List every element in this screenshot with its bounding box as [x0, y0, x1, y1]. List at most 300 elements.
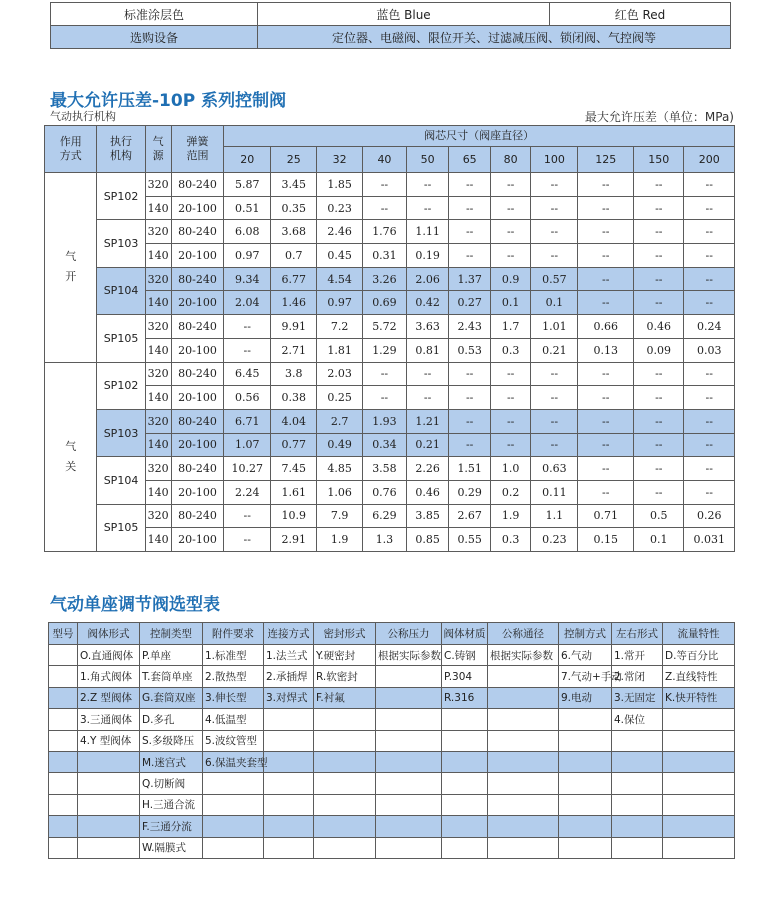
pressure-value: 1.81 [317, 338, 363, 362]
selection-cell [376, 687, 442, 708]
pressure-value: 2.91 [271, 528, 317, 552]
pressure-value: 0.46 [406, 480, 449, 504]
pressure-value: 0.49 [317, 433, 363, 457]
pressure-value: 4.04 [271, 409, 317, 433]
selection-cell: 1.常开 [612, 645, 663, 666]
pressure-value: 9.34 [224, 267, 271, 291]
pressure-value: -- [490, 244, 530, 268]
pressure-value: 5.72 [363, 315, 407, 339]
selection-cell: Q.切断阀 [140, 773, 203, 794]
selection-cell [78, 751, 140, 772]
pressure-value: 2.43 [449, 315, 491, 339]
pressure-value: -- [634, 196, 684, 220]
pressure-value: 0.71 [578, 504, 634, 528]
pressure-value: 5.87 [224, 173, 271, 197]
pressure-value: 0.55 [449, 528, 491, 552]
selection-cell [442, 730, 488, 751]
pressure-value: -- [634, 362, 684, 386]
pressure-value: 0.77 [271, 433, 317, 457]
pressure-value: 7.45 [271, 457, 317, 481]
spring-range: 20-100 [171, 338, 223, 362]
selection-cell [442, 773, 488, 794]
selection-cell [559, 709, 612, 730]
selection-cell [612, 794, 663, 815]
pressure-value: 0.29 [449, 480, 491, 504]
selection-cell: 6.气动 [559, 645, 612, 666]
selection-cell: Y.硬密封 [314, 645, 376, 666]
selection-cell [376, 730, 442, 751]
selection-cell [442, 709, 488, 730]
selection-cell [488, 794, 559, 815]
pressure-value: 2.71 [271, 338, 317, 362]
air-pressure: 320 [145, 267, 171, 291]
selection-cell [314, 709, 376, 730]
selection-cell: R.316 [442, 687, 488, 708]
mode-label: 气关 [65, 439, 77, 473]
pressure-value: 2.67 [449, 504, 491, 528]
pressure-value: -- [449, 244, 491, 268]
selection-cell: H.三通合流 [140, 794, 203, 815]
selection-cell [264, 709, 314, 730]
selection-row [49, 751, 735, 772]
pressure-value: -- [578, 409, 634, 433]
pressure-value: 0.24 [684, 315, 735, 339]
selection-cell [612, 773, 663, 794]
pressure-value: 3.63 [406, 315, 449, 339]
pressure-value: 2.46 [317, 220, 363, 244]
size-header-25: 25 [271, 147, 317, 173]
pressure-value: 2.04 [224, 291, 271, 315]
selection-cell [78, 773, 140, 794]
data-row [45, 267, 735, 291]
pressure-value: -- [531, 362, 578, 386]
selection-cell: 4.Y 型阀体 [78, 730, 140, 751]
selection-cell: 3.无固定 [612, 687, 663, 708]
selection-cell [49, 730, 78, 751]
selection-cell [488, 816, 559, 837]
selection-row [49, 794, 735, 815]
selection-cell [488, 837, 559, 858]
pressure-value: 0.63 [531, 457, 578, 481]
pressure-value: 1.3 [363, 528, 407, 552]
pressure-value: 9.91 [271, 315, 317, 339]
selection-cell [49, 751, 78, 772]
pressure-value: 0.69 [363, 291, 407, 315]
spring-range: 20-100 [171, 433, 223, 457]
pressure-diff-table [44, 125, 735, 552]
actuator-model: SP105 [97, 504, 145, 551]
pressure-value: -- [490, 362, 530, 386]
size-header-20: 20 [224, 147, 271, 173]
pressure-value: -- [684, 173, 735, 197]
selection-row [49, 687, 735, 708]
selection-header: 控制类型 [140, 623, 203, 645]
pressure-value: -- [363, 386, 407, 410]
selection-cell [49, 709, 78, 730]
pressure-value: -- [449, 386, 491, 410]
actuator-model: SP102 [97, 362, 145, 409]
selection-cell [559, 837, 612, 858]
air-pressure: 140 [145, 338, 171, 362]
selection-cell: 2.常闭 [612, 666, 663, 687]
pressure-value: -- [578, 196, 634, 220]
pressure-value: 0.51 [224, 196, 271, 220]
size-header-65: 65 [449, 147, 491, 173]
data-row [45, 386, 735, 410]
selection-cell [442, 816, 488, 837]
pressure-value: -- [531, 173, 578, 197]
selection-cell [376, 666, 442, 687]
selection-cell [488, 773, 559, 794]
pressure-value: -- [684, 244, 735, 268]
selection-cell: P.单座 [140, 645, 203, 666]
pressure-value: 0.57 [531, 267, 578, 291]
selection-cell: D.多孔 [140, 709, 203, 730]
pressure-value: -- [578, 433, 634, 457]
selection-cell: 4.低温型 [203, 709, 264, 730]
selection-cell: 根据实际参数 [488, 645, 559, 666]
selection-cell [488, 709, 559, 730]
pressure-value: 7.9 [317, 504, 363, 528]
selection-cell [49, 645, 78, 666]
header-air: 气源 [145, 126, 171, 173]
selection-cell: 7.气动+手动 [559, 666, 612, 687]
pressure-value: -- [578, 291, 634, 315]
selection-cell: 2.Z 型阀体 [78, 687, 140, 708]
actuator-subtitle: 气动执行机构 [50, 110, 116, 123]
spring-range: 80-240 [171, 220, 223, 244]
spring-range: 80-240 [171, 173, 223, 197]
size-header-50: 50 [406, 147, 449, 173]
selection-cell: W.隔膜式 [140, 837, 203, 858]
data-row [45, 362, 735, 386]
selection-cell [612, 730, 663, 751]
pressure-value: 3.68 [271, 220, 317, 244]
pressure-value: 0.3 [490, 338, 530, 362]
selection-row [49, 645, 735, 666]
selection-header: 阀体形式 [78, 623, 140, 645]
pressure-value: -- [684, 409, 735, 433]
pressure-value: 1.01 [531, 315, 578, 339]
pressure-value: 0.15 [578, 528, 634, 552]
optional-list: 定位器、电磁阀、限位开关、过滤减压阀、锁闭阀、气控阀等 [258, 26, 731, 49]
header-core-size: 阀芯尺寸（阀座直径） [224, 126, 735, 147]
selection-cell [264, 837, 314, 858]
header-spring: 弹簧范围 [171, 126, 223, 173]
selection-cell [663, 773, 735, 794]
selection-cell: G.套筒双座 [140, 687, 203, 708]
coating-row [51, 3, 731, 26]
pressure-value: -- [224, 528, 271, 552]
selection-cell [663, 837, 735, 858]
pressure-value: -- [634, 244, 684, 268]
mode-label: 气开 [65, 250, 77, 284]
selection-cell [376, 816, 442, 837]
selection-cell: F.三通分流 [140, 816, 203, 837]
selection-cell [264, 751, 314, 772]
spring-range: 20-100 [171, 244, 223, 268]
pressure-value: -- [363, 362, 407, 386]
selection-cell [442, 794, 488, 815]
pressure-value: -- [490, 386, 530, 410]
data-row [45, 504, 735, 528]
pressure-value: -- [684, 457, 735, 481]
selection-header: 公称压力 [376, 623, 442, 645]
air-pressure: 140 [145, 433, 171, 457]
air-pressure: 320 [145, 409, 171, 433]
header-actuator: 执行机构 [97, 126, 145, 173]
pressure-value: 3.26 [363, 267, 407, 291]
selection-cell: K.快开特性 [663, 687, 735, 708]
selection-cell: D.等百分比 [663, 645, 735, 666]
selection-cell [559, 816, 612, 837]
selection-row [49, 816, 735, 837]
size-header-200: 200 [684, 147, 735, 173]
pressure-value: 1.0 [490, 457, 530, 481]
data-row [45, 196, 735, 220]
selection-cell [49, 666, 78, 687]
selection-cell [663, 709, 735, 730]
selection-cell [663, 730, 735, 751]
selection-row [49, 666, 735, 687]
air-pressure: 140 [145, 291, 171, 315]
pressure-value: -- [634, 480, 684, 504]
spring-range: 80-240 [171, 409, 223, 433]
pressure-value: -- [406, 362, 449, 386]
pressure-value: 0.7 [271, 244, 317, 268]
pressure-value: -- [684, 267, 735, 291]
selection-cell [612, 751, 663, 772]
spring-range: 20-100 [171, 528, 223, 552]
pressure-value: -- [578, 173, 634, 197]
pressure-value: 0.1 [490, 291, 530, 315]
selection-cell [559, 773, 612, 794]
selection-cell [376, 751, 442, 772]
pressure-value: -- [634, 409, 684, 433]
air-pressure: 140 [145, 386, 171, 410]
air-pressure: 140 [145, 528, 171, 552]
selection-cell [488, 666, 559, 687]
spring-range: 20-100 [171, 480, 223, 504]
size-header-150: 150 [634, 147, 684, 173]
pressure-value: -- [531, 409, 578, 433]
pressure-value: 0.35 [271, 196, 317, 220]
selection-header: 附件要求 [203, 623, 264, 645]
selection-cell: M.迷宫式 [140, 751, 203, 772]
selection-cell [49, 816, 78, 837]
pressure-value: -- [406, 386, 449, 410]
pressure-value: 0.2 [490, 480, 530, 504]
pressure-value: -- [490, 409, 530, 433]
pressure-value: 6.77 [271, 267, 317, 291]
pressure-value: -- [449, 433, 491, 457]
air-pressure: 320 [145, 173, 171, 197]
pressure-value: 0.45 [317, 244, 363, 268]
pressure-value: -- [578, 244, 634, 268]
pressure-value: 0.19 [406, 244, 449, 268]
data-row [45, 409, 735, 433]
pressure-value: 1.46 [271, 291, 317, 315]
pressure-value: 3.45 [271, 173, 317, 197]
size-header-32: 32 [317, 147, 363, 173]
selection-header: 控制方式 [559, 623, 612, 645]
coating-red: 红色 Red [550, 3, 731, 26]
selection-row [49, 773, 735, 794]
selection-cell [78, 816, 140, 837]
pressure-value: 6.29 [363, 504, 407, 528]
pressure-value: 2.06 [406, 267, 449, 291]
pressure-value: 0.26 [684, 504, 735, 528]
selection-cell: O.直通阀体 [78, 645, 140, 666]
pressure-value: 0.25 [317, 386, 363, 410]
pressure-value: 0.21 [531, 338, 578, 362]
pressure-value: 10.27 [224, 457, 271, 481]
selection-cell: 5.波纹管型 [203, 730, 264, 751]
selection-cell: 3.三通阀体 [78, 709, 140, 730]
pressure-value: -- [634, 433, 684, 457]
pressure-value: 0.31 [363, 244, 407, 268]
size-header-100: 100 [531, 147, 578, 173]
selection-cell: P.304 [442, 666, 488, 687]
pressure-value: -- [449, 196, 491, 220]
pressure-value: 10.9 [271, 504, 317, 528]
selection-cell: T.套筒单座 [140, 666, 203, 687]
selection-cell [442, 751, 488, 772]
pressure-value: -- [224, 338, 271, 362]
pressure-value: -- [684, 480, 735, 504]
pressure-value: 6.45 [224, 362, 271, 386]
selection-cell [264, 794, 314, 815]
pressure-value: -- [490, 196, 530, 220]
selection-cell [442, 837, 488, 858]
spring-range: 20-100 [171, 291, 223, 315]
pressure-value: -- [531, 433, 578, 457]
section2-title: 气动单座调节阀选型表 [50, 595, 220, 615]
spring-range: 20-100 [171, 386, 223, 410]
pressure-value: -- [684, 386, 735, 410]
selection-cell [663, 794, 735, 815]
pressure-value: -- [578, 267, 634, 291]
selection-cell [663, 751, 735, 772]
pressure-value: 1.11 [406, 220, 449, 244]
pressure-value: 0.81 [406, 338, 449, 362]
pressure-value: 7.2 [317, 315, 363, 339]
data-row [45, 173, 735, 197]
pressure-value: 0.031 [684, 528, 735, 552]
pressure-value: -- [531, 386, 578, 410]
selection-cell [663, 816, 735, 837]
pressure-value: 0.46 [634, 315, 684, 339]
selection-cell [488, 730, 559, 751]
selection-cell [559, 751, 612, 772]
selection-cell [559, 730, 612, 751]
pressure-value: 0.5 [634, 504, 684, 528]
selection-cell: 1.标准型 [203, 645, 264, 666]
pressure-value: -- [490, 220, 530, 244]
selection-cell [376, 794, 442, 815]
pressure-value: 0.42 [406, 291, 449, 315]
pressure-value: 6.08 [224, 220, 271, 244]
pressure-value: 0.3 [490, 528, 530, 552]
selection-cell: C.铸钢 [442, 645, 488, 666]
selection-cell [49, 773, 78, 794]
data-row [45, 528, 735, 552]
air-pressure: 320 [145, 362, 171, 386]
data-row [45, 457, 735, 481]
selection-cell: R.软密封 [314, 666, 376, 687]
air-pressure: 320 [145, 220, 171, 244]
pressure-value: -- [578, 220, 634, 244]
pressure-value: 1.21 [406, 409, 449, 433]
spring-range: 80-240 [171, 457, 223, 481]
selection-cell [264, 730, 314, 751]
selection-cell [264, 773, 314, 794]
pressure-value: -- [224, 504, 271, 528]
pressure-value: 4.85 [317, 457, 363, 481]
pressure-value: 2.24 [224, 480, 271, 504]
selection-header: 密封形式 [314, 623, 376, 645]
pressure-value: 1.06 [317, 480, 363, 504]
selection-cell: 6.保温夹套型 [203, 751, 264, 772]
actuator-model: SP104 [97, 457, 145, 504]
data-row [45, 244, 735, 268]
pressure-value: -- [531, 220, 578, 244]
size-header-125: 125 [578, 147, 634, 173]
air-pressure: 140 [145, 196, 171, 220]
pressure-value: 0.09 [634, 338, 684, 362]
selection-cell [559, 794, 612, 815]
selection-row [49, 709, 735, 730]
pressure-value: 2.03 [317, 362, 363, 386]
pressure-value: 0.34 [363, 433, 407, 457]
selection-cell [78, 837, 140, 858]
actuator-model: SP103 [97, 409, 145, 456]
pressure-value: 1.1 [531, 504, 578, 528]
data-row [45, 480, 735, 504]
data-row [45, 220, 735, 244]
pressure-value: -- [224, 315, 271, 339]
spring-range: 80-240 [171, 267, 223, 291]
air-pressure: 320 [145, 504, 171, 528]
selection-cell [49, 687, 78, 708]
mode-cell [45, 362, 97, 552]
data-row [45, 338, 735, 362]
pressure-value: -- [406, 173, 449, 197]
selection-cell: S.多级降压 [140, 730, 203, 751]
pressure-value: 1.07 [224, 433, 271, 457]
pressure-value: -- [449, 173, 491, 197]
actuator-model: SP103 [97, 220, 145, 267]
selection-cell [376, 773, 442, 794]
unit-subtitle: 最大允许压差（单位：MPa) [584, 110, 734, 124]
pressure-value: 1.51 [449, 457, 491, 481]
selection-cell [314, 730, 376, 751]
pressure-value: -- [634, 457, 684, 481]
selection-header-row [49, 623, 735, 645]
size-header-80: 80 [490, 147, 530, 173]
pressure-value: 0.53 [449, 338, 491, 362]
size-header-40: 40 [363, 147, 407, 173]
pressure-value: -- [578, 457, 634, 481]
selection-header: 左右形式 [612, 623, 663, 645]
air-pressure: 140 [145, 480, 171, 504]
actuator-model: SP102 [97, 173, 145, 220]
pressure-value: -- [490, 433, 530, 457]
spring-range: 80-240 [171, 315, 223, 339]
selection-cell: 1.角式阀体 [78, 666, 140, 687]
selection-cell: 3.对焊式 [264, 687, 314, 708]
selection-header: 流量特性 [663, 623, 735, 645]
